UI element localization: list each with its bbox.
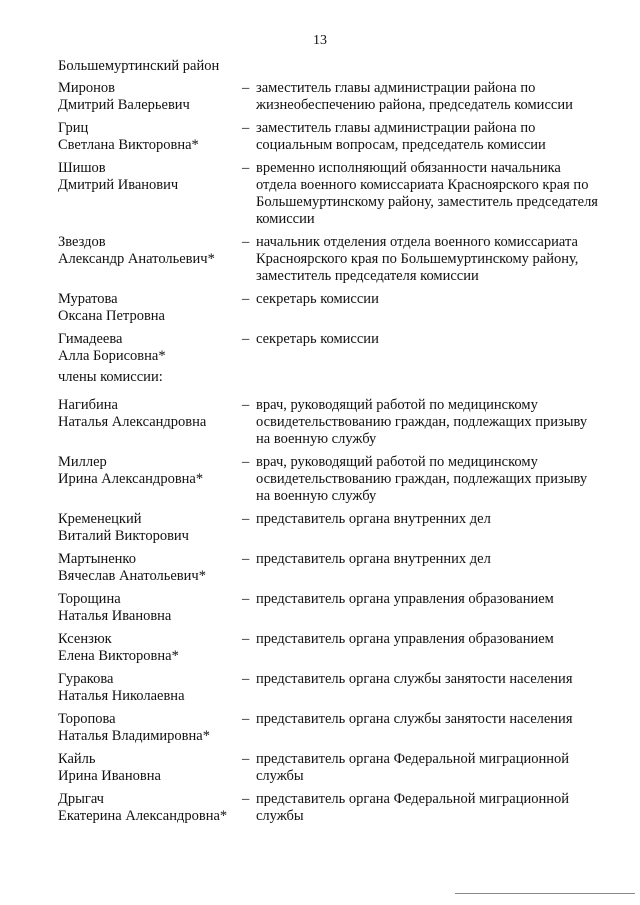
role-text: представитель органа службы занятости населения: [256, 711, 573, 727]
surname: Мартыненко: [58, 551, 136, 567]
role: [242, 120, 603, 154]
commission-entry: [58, 511, 603, 545]
role: [242, 397, 603, 448]
role-text: секретарь комиссии: [256, 291, 379, 307]
dash: –: [242, 331, 250, 347]
given-name: Наталья Ивановна: [58, 608, 172, 624]
dash: –: [242, 631, 250, 647]
surname: Звездов: [58, 234, 106, 250]
dash: –: [242, 791, 250, 807]
role: [242, 80, 603, 114]
dash: –: [242, 397, 250, 413]
surname: Ксензюк: [58, 631, 112, 647]
role-text: секретарь комиссии: [256, 331, 379, 347]
surname: Дрыгач: [58, 791, 104, 807]
role: [242, 671, 603, 705]
role: [242, 791, 603, 825]
given-name: Наталья Владимировна*: [58, 728, 210, 744]
role: [242, 331, 603, 365]
role-text: начальник отделения отдела военного комиссариата Красноярского края по Большемуртинскому району, заместитель председателя комиссии: [256, 234, 579, 284]
role-text: заместитель главы администрации района по социальным вопросам, председатель комиссии: [256, 120, 546, 153]
commission-entry: [58, 291, 603, 325]
commission-entry: [58, 331, 603, 365]
person-name: [58, 160, 242, 228]
dash: –: [242, 160, 250, 176]
commission-entry: [58, 751, 603, 785]
dash: –: [242, 591, 250, 607]
person-name: [58, 120, 242, 154]
role: [242, 751, 603, 785]
person-name: [58, 234, 242, 285]
commission-entry: [58, 631, 603, 665]
role-text: представитель органа внутренних дел: [256, 551, 491, 567]
commission-list: [58, 80, 603, 831]
given-name: Наталья Александровна: [58, 414, 207, 430]
person-name: [58, 631, 242, 665]
person-name: [58, 711, 242, 745]
surname: Торощина: [58, 591, 121, 607]
given-name: Светлана Викторовна*: [58, 137, 199, 153]
dash: –: [242, 454, 250, 470]
person-name: [58, 454, 242, 505]
commission-entry: [58, 711, 603, 745]
role-text: врач, руководящий работой по медицинскому освидетельствованию граждан, подлежащих призыву на военную службу: [256, 397, 588, 447]
person-name: [58, 751, 242, 785]
given-name: Дмитрий Валерьевич: [58, 97, 190, 113]
role-text: представитель органа управления образованием: [256, 591, 554, 607]
surname: Гуракова: [58, 671, 114, 687]
members-label: члены комиссии:: [58, 369, 163, 385]
role: [242, 591, 603, 625]
role-text: представитель органа Федеральной миграционной службы: [256, 751, 570, 784]
role-text: врач, руководящий работой по медицинскому освидетельствованию граждан, подлежащих призыву на военную службу: [256, 454, 588, 504]
person-name: [58, 791, 242, 825]
role: [242, 291, 603, 325]
person-name: [58, 80, 242, 114]
surname: Шишов: [58, 160, 106, 176]
commission-entry: [58, 591, 603, 625]
dash: –: [242, 234, 250, 250]
commission-leadership: [58, 80, 603, 365]
role: [242, 160, 603, 228]
given-name: Виталий Викторович: [58, 528, 189, 544]
surname: Миронов: [58, 80, 116, 96]
dash: –: [242, 120, 250, 136]
dash: –: [242, 80, 250, 96]
surname: Кременецкий: [58, 511, 142, 527]
dash: –: [242, 551, 250, 567]
commission-entry: [58, 160, 603, 228]
commission-entry: [58, 397, 603, 448]
role: [242, 511, 603, 545]
surname: Кайль: [58, 751, 96, 767]
given-name: Екатерина Александровна*: [58, 808, 228, 824]
commission-members: [58, 397, 603, 825]
given-name: Ирина Ивановна: [58, 768, 161, 784]
person-name: [58, 331, 242, 365]
person-name: [58, 591, 242, 625]
role: [242, 551, 603, 585]
surname: Миллер: [58, 454, 107, 470]
surname: Торопова: [58, 711, 116, 727]
commission-entry: [58, 80, 603, 114]
given-name: Ирина Александровна*: [58, 471, 204, 487]
person-name: [58, 511, 242, 545]
dash: –: [242, 291, 250, 307]
district-title: Большемуртинский район: [58, 58, 220, 74]
surname: Муратова: [58, 291, 118, 307]
commission-entry: [58, 234, 603, 285]
role-text: временно исполняющий обязанности начальника отдела военного комиссариата Красноярского края по Большемуртинскому району, заместитель председателя комиссии: [256, 160, 598, 227]
given-name: Дмитрий Иванович: [58, 177, 179, 193]
dash: –: [242, 511, 250, 527]
page-number: 13: [313, 33, 327, 48]
given-name: Наталья Николаевна: [58, 688, 185, 704]
person-name: [58, 291, 242, 325]
surname: Гриц: [58, 120, 89, 136]
role-text: представитель органа Федеральной миграционной службы: [256, 791, 570, 824]
given-name: Вячеслав Анатольевич*: [58, 568, 206, 584]
role-text: представитель органа управления образованием: [256, 631, 554, 647]
dash: –: [242, 711, 250, 727]
given-name: Алла Борисовна*: [58, 348, 166, 364]
given-name: Елена Викторовна*: [58, 648, 179, 664]
commission-entry: [58, 454, 603, 505]
commission-entry: [58, 120, 603, 154]
surname: Нагибина: [58, 397, 118, 413]
person-name: [58, 397, 242, 448]
role: [242, 454, 603, 505]
commission-entry: [58, 791, 603, 825]
commission-entry: [58, 671, 603, 705]
dash: –: [242, 671, 250, 687]
role: [242, 711, 603, 745]
role-text: представитель органа службы занятости населения: [256, 671, 573, 687]
role-text: заместитель главы администрации района по жизнеобеспечению района, председатель комиссии: [256, 80, 573, 113]
person-name: [58, 551, 242, 585]
surname: Гимадеева: [58, 331, 123, 347]
role-text: представитель органа внутренних дел: [256, 511, 491, 527]
dash: –: [242, 751, 250, 767]
footer-line: [455, 893, 635, 894]
given-name: Оксана Петровна: [58, 308, 165, 324]
person-name: [58, 671, 242, 705]
given-name: Александр Анатольевич*: [58, 251, 215, 267]
role: [242, 234, 603, 285]
commission-entry: [58, 551, 603, 585]
role: [242, 631, 603, 665]
